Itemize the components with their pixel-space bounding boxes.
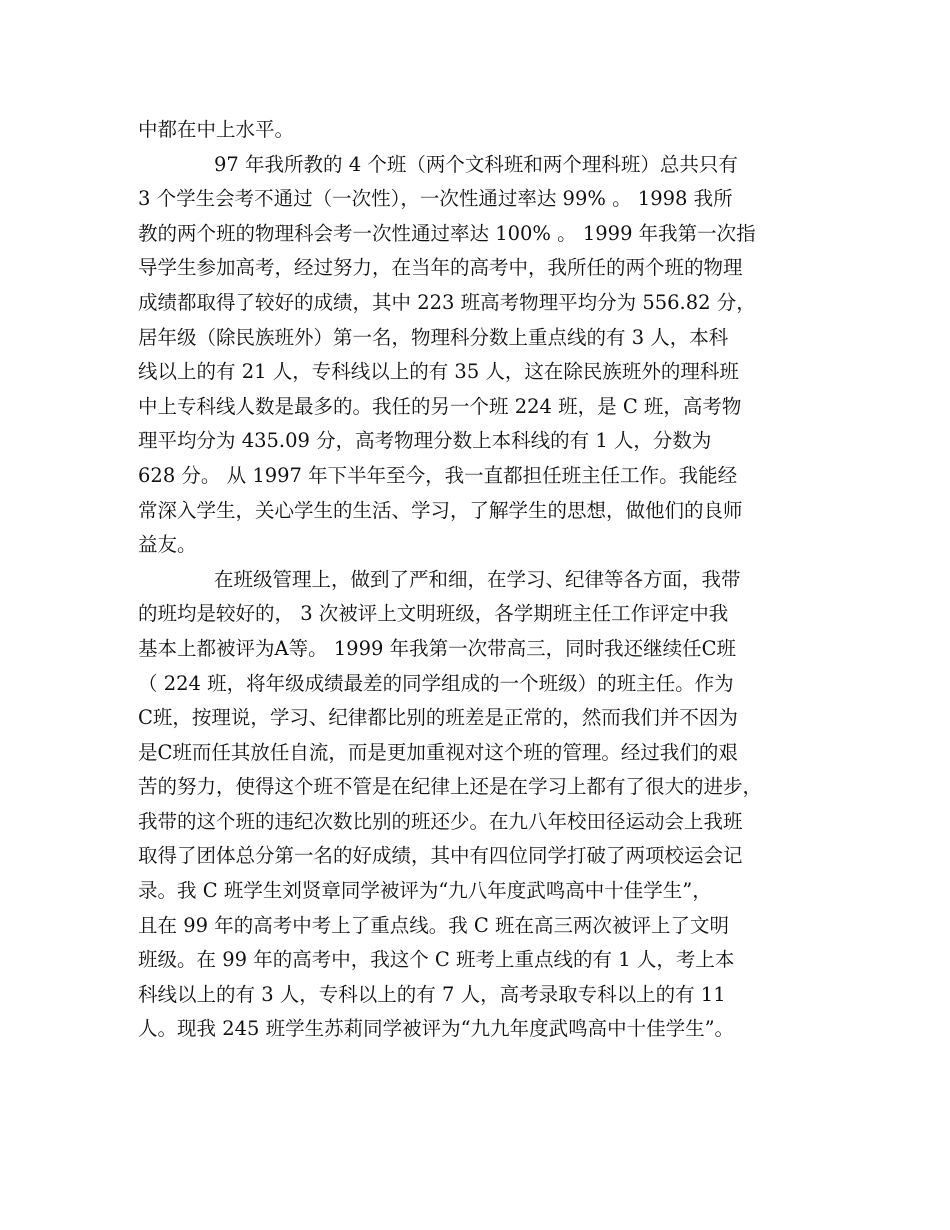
paragraph-2-line-2: 3 个学生会考不通过（一次性），一次性通过率达 99% 。 1998 我所 (138, 187, 733, 211)
paragraph-3-line-2: 的班均是较好的， 3 次被评上文明班级，各学期班主任工作评定中我 (138, 602, 729, 626)
paragraph-2-line-6: 居年级（除民族班外）第一名，物理科分数上重点线的有 3 人，本科 (138, 325, 729, 349)
paragraph-3-line-3: 基本上都被评为A等。 1999 年我第一次带高三，同时我还继续任C班 (138, 636, 737, 660)
paragraph-3-line-5: C班，按理说，学习、纪律都比别的班差是正常的，然而我们并不因为 (138, 706, 738, 730)
paragraph-3-line-9: 取得了团体总分第一名的好成绩，其中有四位同学打破了两项校运会记 (138, 844, 743, 868)
paragraph-2-line-10: 628 分。 从 1997 年下半年至今，我一直都担任班主任工作。我能经 (138, 463, 738, 487)
paragraph-3-line-14: 人。现我 245 班学生苏莉同学被评为“九九年度武鸣高中十佳学生”。 (138, 1017, 735, 1041)
paragraph-3-line-10: 录。我 C 班学生刘贤章同学被评为“九八年度武鸣高中十佳学生”， (138, 879, 712, 903)
paragraph-3-line-1: 在班级管理上，做到了严和细，在学习、纪律等各方面，我带 (214, 567, 741, 591)
paragraph-2-line-11: 常深入学生，关心学生的生活、学习，了解学生的思想，做他们的良师 (138, 498, 743, 522)
paragraph-2-line-4: 导学生参加高考，经过努力，在当年的高考中，我所任的两个班的物理 (138, 256, 743, 280)
paragraph-1-line-1: 中都在中上水平。 (138, 118, 295, 141)
paragraph-2-line-1: 97 年我所教的 4 个班（两个文科班和两个理科班）总共只有 (214, 152, 738, 176)
paragraph-2-line-8: 中上专科线人数是最多的。我任的另一个班 224 班，是 C 班，高考物 (138, 394, 742, 418)
paragraph-2-line-9: 理平均分为 435.09 分，高考物理分数上本科线的有 1 人，分数为 (138, 429, 712, 453)
paragraph-3-line-7: 苦的努力，使得这个班不管是在纪律上还是在学习上都有了很大的进步， (138, 775, 763, 799)
paragraph-3-line-12: 班级。在 99 年的高考中，我这个 C 班考上重点线的有 1 人，考上本 (138, 948, 735, 972)
paragraph-3-line-11: 且在 99 年的高考中考上了重点线。我 C 班在高三两次被评上了文明 (138, 913, 730, 937)
paragraph-2-line-7: 线以上的有 21 人，专科线以上的有 35 人，这在除民族班外的理科班 (138, 360, 739, 384)
paragraph-2-line-3: 教的两个班的物理科会考一次性通过率达 100% 。 1999 年我第一次指 (138, 221, 756, 245)
paragraph-3-line-6: 是C班而任其放任自流，而是更加重视对这个班的管理。经过我们的艰 (138, 740, 738, 764)
paragraph-2-line-12: 益友。 (138, 533, 197, 557)
document-body (138, 113, 838, 1047)
paragraph-2-line-5: 成绩都取得了较好的成绩，其中 223 班高考物理平均分为 556.82 分， (138, 290, 756, 314)
paragraph-3-line-4: （ 224 班，将年级成绩最差的同学组成的一个班级）的班主任。作为 (138, 671, 734, 695)
paragraph-3-line-13: 科线以上的有 3 人，专科以上的有 7 人，高考录取专科以上的有 11 (138, 982, 726, 1006)
paragraph-3-line-8: 我带的这个班的违纪次数比别的班还少。在九八年校田径运动会上我班 (138, 809, 743, 833)
